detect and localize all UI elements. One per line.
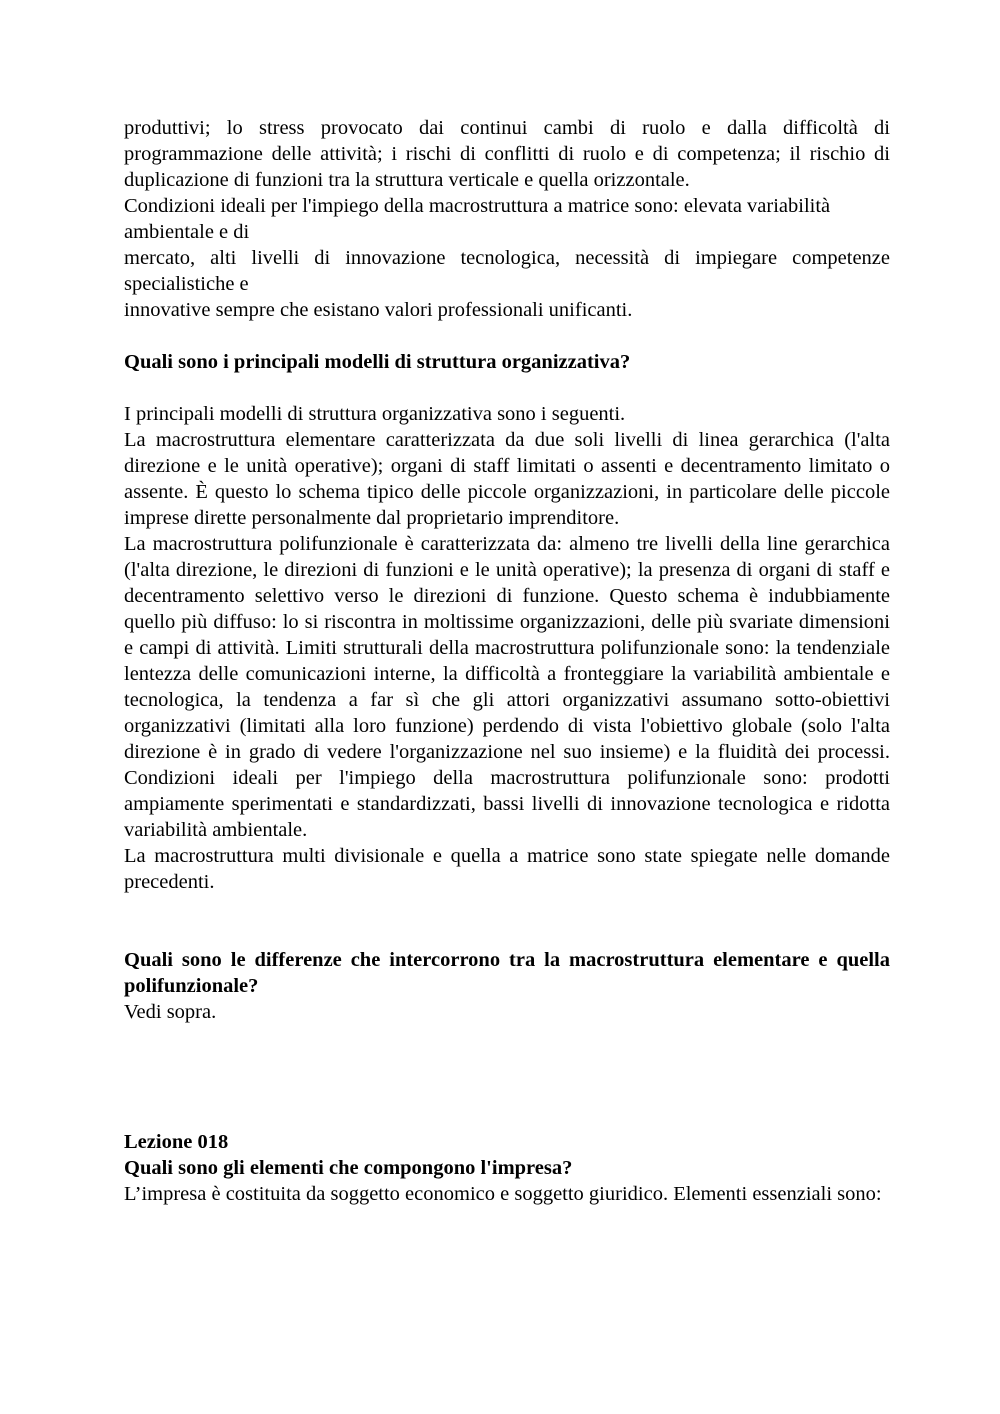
paragraph-see-above: Vedi sopra.: [124, 1001, 217, 1023]
paragraph-matrix-conditions-line2: mercato, alti livelli di innovazione tecnologica, necessità di impiegare competenze specialistiche e: [124, 247, 890, 295]
paragraph-multidivisional-note: La macrostruttura multi divisionale e quella a matrice sono state spiegate nelle domande precedenti.: [124, 845, 890, 893]
heading-differences: Quali sono le differenze che intercorrono tra la macrostruttura elementare e quella polifunzionale?: [124, 949, 890, 997]
document-page: [124, 115, 890, 1207]
paragraph-elementary-structure: La macrostruttura elementare caratterizzata da due soli livelli di linea gerarchica (l'alta direzione e le unità operative); organi di staff limitati o assenti e decentramento limitato o assente. È questo lo schema tipico delle piccole organizzazioni, in particolare delle piccole imprese dirette personalmente dal proprietario imprenditore.: [124, 429, 890, 529]
paragraph-models-intro: I principali modelli di struttura organizzativa sono i seguenti.: [124, 403, 626, 425]
paragraph-company-elements: L’impresa è costituita da soggetto economico e soggetto giuridico. Elementi essenziali sono:: [124, 1183, 882, 1205]
heading-company-elements: Quali sono gli elementi che compongono l'impresa?: [124, 1157, 573, 1179]
paragraph-matrix-conditions-line1: Condizioni ideali per l'impiego della macrostruttura a matrice sono: elevata variabilità ambientale e di: [124, 195, 831, 243]
heading-main-models: Quali sono i principali modelli di struttura organizzativa?: [124, 351, 631, 373]
paragraph-multifunctional-structure: La macrostruttura polifunzionale è caratterizzata da: almeno tre livelli della line gerarchica (l'alta direzione, le direzioni di funzioni e le unità operative); la presenza di organi di staff e decentramento selettivo verso le direzioni di funzione. Questo schema è indubbiamente quello più diffuso: lo si riscontra in moltissime organizzazioni, delle più svariate dimensioni e campi di attività. Limiti strutturali della macrostruttura polifunzionale sono: la tendenziale lentezza delle comunicazioni interne, la difficoltà a fronteggiare la variabilità ambientale e tecnologica, la tendenza a far sì che gli attori organizzativi assumano sotto-obiettivi organizzativi (limitati alla loro funzione) perdendo di vista l'obiettivo globale (solo l'alta direzione è in grado di vedere l'organizzazione nel suo insieme) e la fluidità dei processi. Condizioni ideali per l'impiego della macrostruttura polifunzionale sono: prodotti ampiamente sperimentati e standardizzati, bassi livelli di innovazione tecnologica e ridotta variabilità ambientale.: [124, 533, 890, 841]
paragraph-matrix-conditions-line3: innovative sempre che esistano valori professionali unificanti.: [124, 299, 633, 321]
paragraph-matrix-limits: produttivi; lo stress provocato dai continui cambi di ruolo e dalla difficoltà di programmazione delle attività; i rischi di conflitti di ruolo e di competenza; il rischio di duplicazione di funzioni tra la struttura verticale e quella orizzontale.: [124, 117, 890, 191]
heading-lesson: Lezione 018: [124, 1131, 229, 1153]
